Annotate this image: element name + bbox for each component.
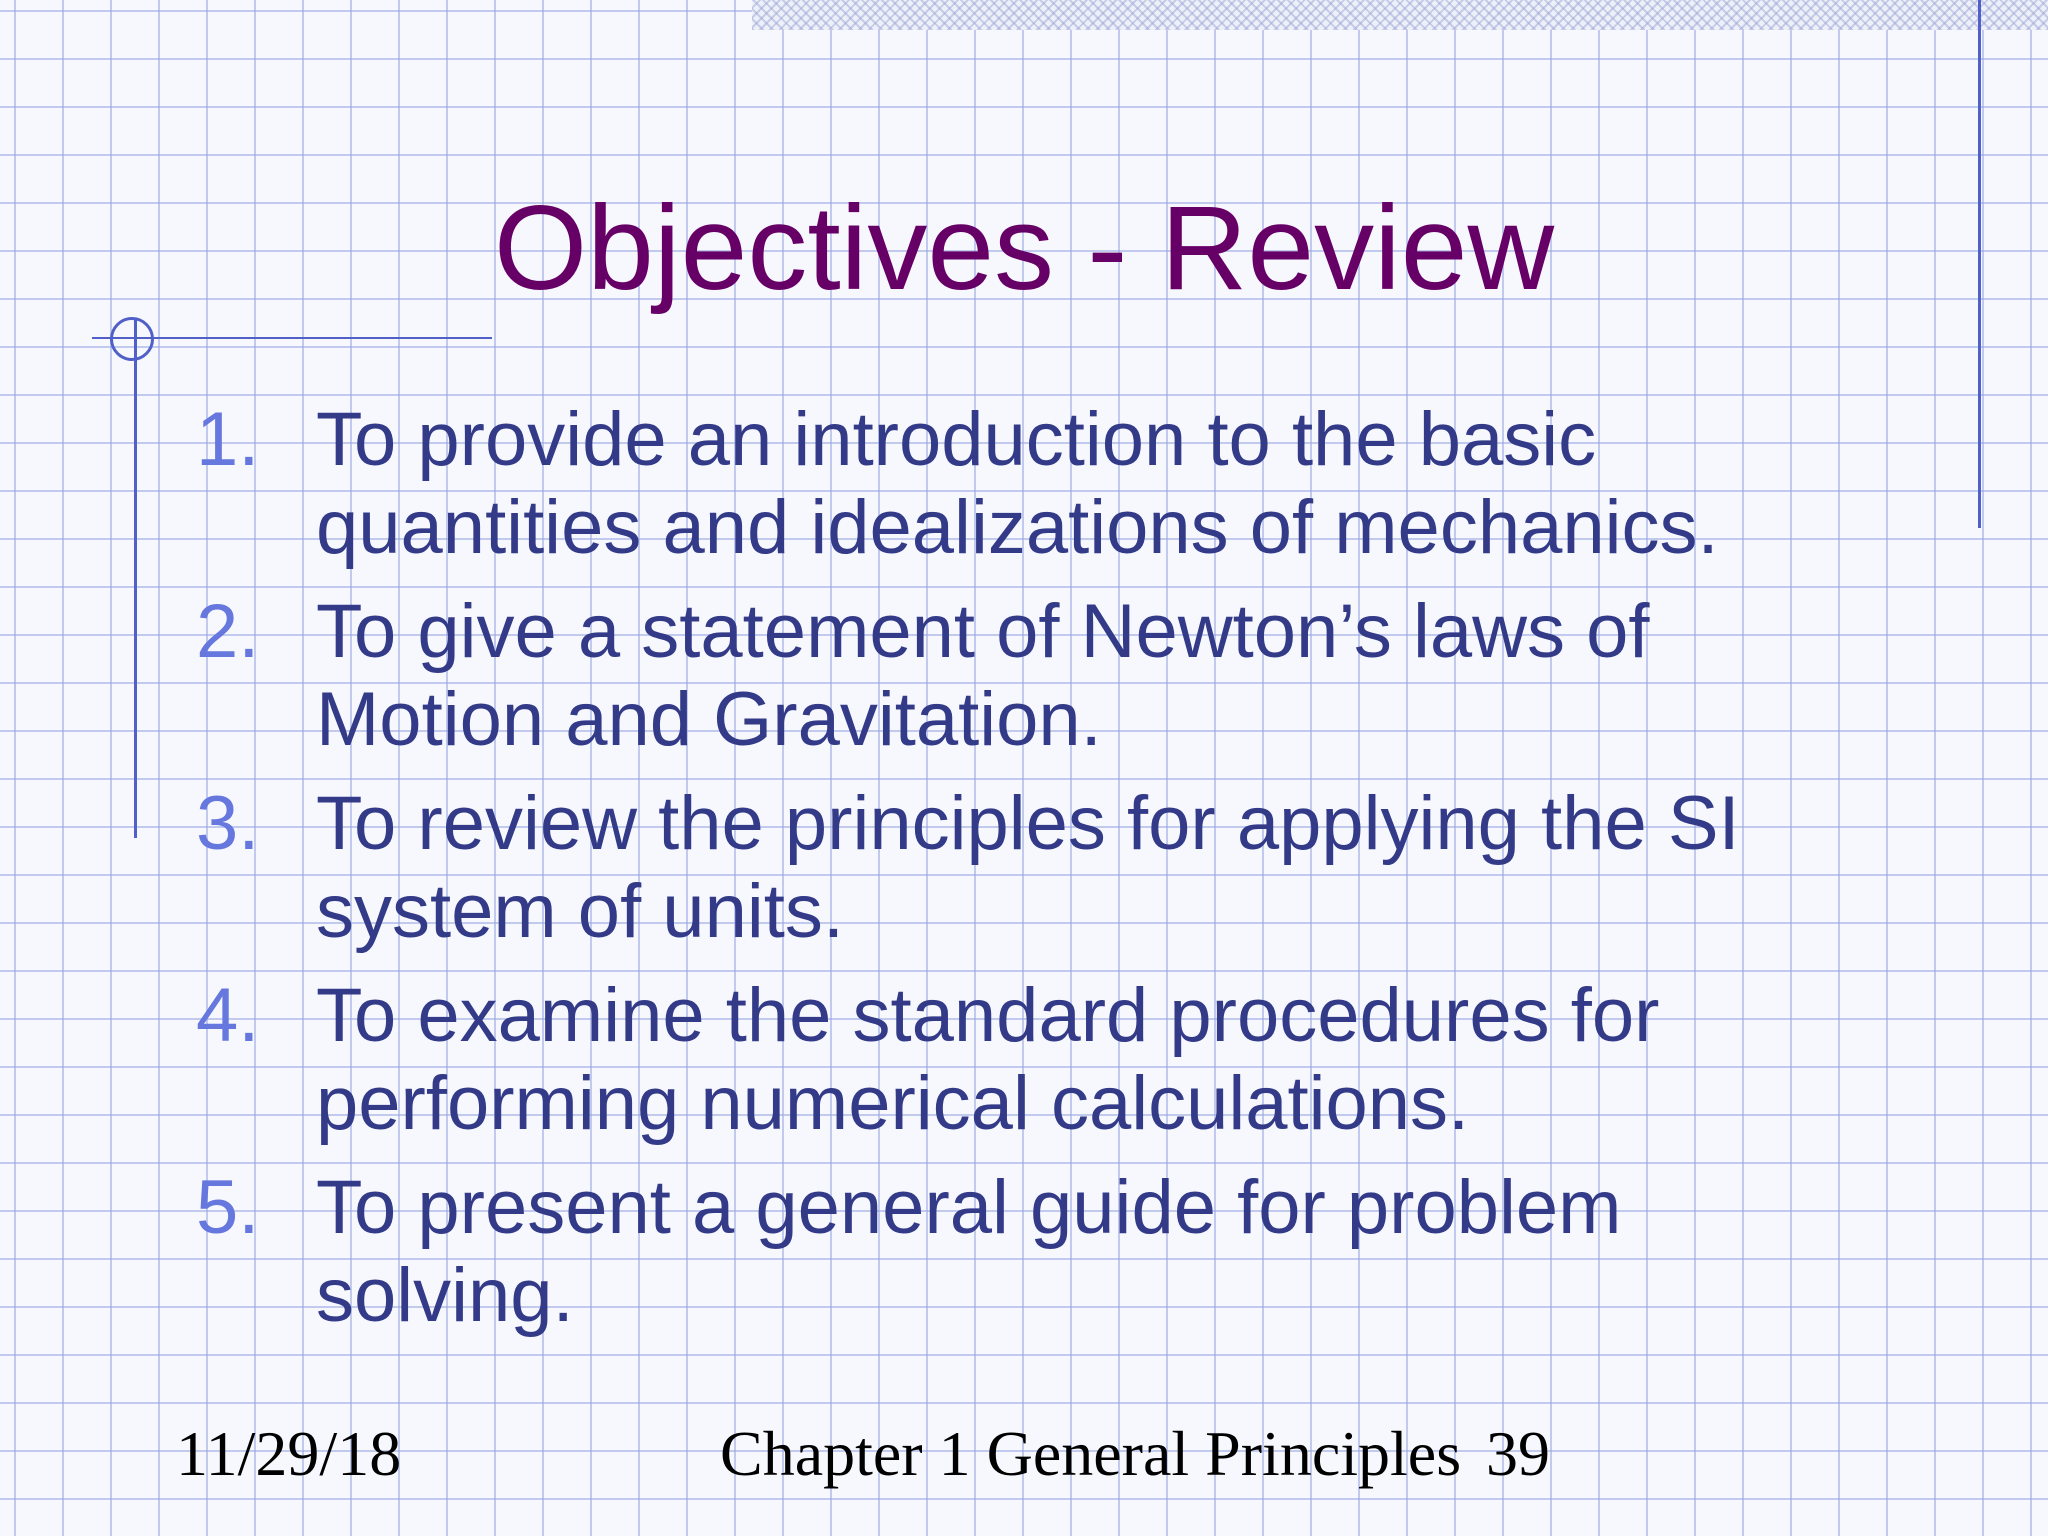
crosshair-circle-icon [110,317,154,361]
objectives-list [196,396,1876,1356]
objective-text: To examine the standard procedures for performing numerical calculations. [316,973,1660,1146]
objective-item [196,1164,1876,1340]
objective-item [196,780,1876,956]
objective-text: To review the principles for applying the SI system of units. [316,781,1740,954]
footer-date: 11/29/18 [176,1418,402,1489]
footer-chapter-title: Chapter 1 General Principles [720,1418,1462,1489]
decorative-hatch-band [752,0,2048,30]
objective-number: 5. [196,1165,260,1250]
objective-number: 3. [196,781,260,866]
objective-text: To give a statement of Newton’s laws of Motion and Gravitation. [316,589,1650,762]
objective-number: 2. [196,589,260,674]
objective-number: 4. [196,973,260,1058]
objective-number: 1. [196,397,260,482]
slide-title: Objectives - Review [493,181,1555,315]
footer-page-number: 39 [1486,1418,1550,1489]
objective-item [196,588,1876,764]
objective-text: To present a general guide for problem solving. [316,1165,1622,1338]
objective-item [196,972,1876,1148]
decorative-vertical-rule-left [134,318,137,838]
objective-text: To provide an introduction to the basic quantities and idealizations of mechanics. [316,397,1719,570]
objective-item [196,396,1876,572]
